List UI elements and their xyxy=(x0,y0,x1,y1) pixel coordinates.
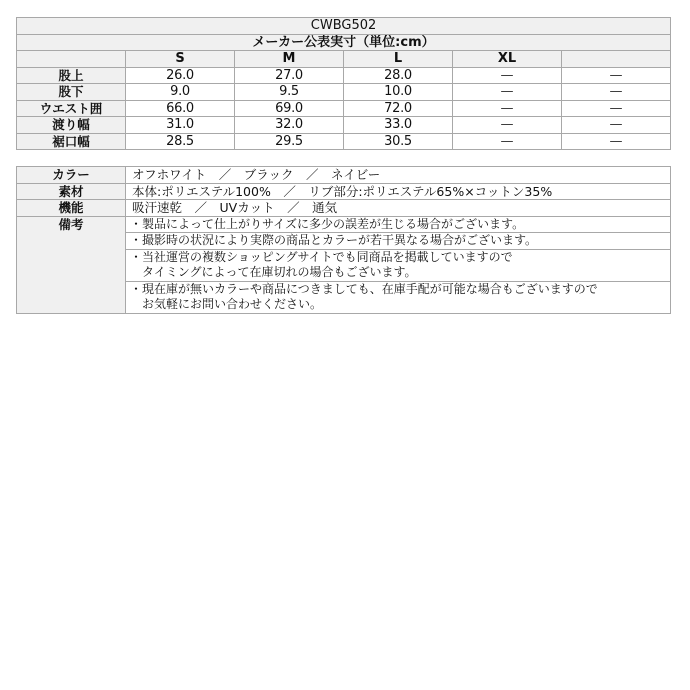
spec-label: 備考 xyxy=(17,216,126,313)
table-row xyxy=(17,100,671,117)
header-blank xyxy=(17,51,126,68)
note-item xyxy=(126,233,671,250)
row-label: 股上 xyxy=(17,67,126,84)
row-label: 股下 xyxy=(17,84,126,101)
spec-value: 吸汗速乾 ／ UVカット ／ 通気 xyxy=(126,200,671,217)
note-line: お気軽にお問い合わせください。 xyxy=(130,297,323,311)
cell-value: 69.0 xyxy=(235,100,344,117)
note-line: タイミングによって在庫切れの場合もございます。 xyxy=(130,265,417,279)
cell-value: 27.0 xyxy=(235,67,344,84)
cell-value: 66.0 xyxy=(126,100,235,117)
spec-label: 素材 xyxy=(17,183,126,200)
spec-row-color xyxy=(17,167,671,184)
cell-value: — xyxy=(453,84,562,101)
cell-value: — xyxy=(453,133,562,150)
note-item xyxy=(126,281,671,313)
size-header-m: M xyxy=(235,51,344,68)
cell-value: 30.5 xyxy=(344,133,453,150)
note-line: ・現在庫が無いカラーや商品につきましても、在庫手配が可能な場合もございますので xyxy=(130,282,598,296)
product-spec-table xyxy=(16,166,671,314)
cell-value: 32.0 xyxy=(235,117,344,134)
cell-value: 72.0 xyxy=(344,100,453,117)
size-header-xl: XL xyxy=(453,51,562,68)
spec-label: 機能 xyxy=(17,200,126,217)
note-item xyxy=(126,249,671,281)
cell-value: 33.0 xyxy=(344,117,453,134)
note-line: ・撮影時の状況により実際の商品とカラーが若干異なる場合がございます。 xyxy=(130,233,538,248)
measurement-subtitle: メーカー公表実寸（単位:cm） xyxy=(17,34,671,51)
cell-value: 28.5 xyxy=(126,133,235,150)
cell-value: — xyxy=(453,67,562,84)
size-header-blank xyxy=(562,51,671,68)
cell-value: 10.0 xyxy=(344,84,453,101)
table-row xyxy=(17,133,671,150)
row-label: 裾口幅 xyxy=(17,133,126,150)
cell-value: — xyxy=(562,84,671,101)
note-line: ・製品によって仕上がりサイズに多少の誤差が生じる場合がございます。 xyxy=(130,216,525,231)
cell-value: 31.0 xyxy=(126,117,235,134)
cell-value: 28.0 xyxy=(344,67,453,84)
cell-value: — xyxy=(562,67,671,84)
cell-value: 29.5 xyxy=(235,133,344,150)
table-row xyxy=(17,117,671,134)
spec-label: カラー xyxy=(17,167,126,184)
table-row xyxy=(17,84,671,101)
table-row xyxy=(17,67,671,84)
cell-value: — xyxy=(562,133,671,150)
spec-row-notes xyxy=(17,216,671,233)
cell-value: — xyxy=(453,100,562,117)
spec-row-function xyxy=(17,200,671,217)
cell-value: 26.0 xyxy=(126,67,235,84)
note-line: ・当社運営の複数ショッピングサイトでも同商品を掲載していますので xyxy=(130,250,513,264)
row-label: 渡り幅 xyxy=(17,117,126,134)
size-header-s: S xyxy=(126,51,235,68)
model-number: CWBG502 xyxy=(17,18,671,35)
spec-row-material xyxy=(17,183,671,200)
cell-value: — xyxy=(562,117,671,134)
size-header-row xyxy=(17,51,671,68)
size-chart-table xyxy=(16,17,671,150)
note-item xyxy=(126,216,671,233)
cell-value: 9.0 xyxy=(126,84,235,101)
cell-value: 9.5 xyxy=(235,84,344,101)
spec-value: 本体:ポリエステル100% ／ リブ部分:ポリエステル65%×コットン35% xyxy=(126,183,671,200)
cell-value: — xyxy=(453,117,562,134)
size-header-l: L xyxy=(344,51,453,68)
row-label: ウエスト囲 xyxy=(17,100,126,117)
spec-value: オフホワイト ／ ブラック ／ ネイビー xyxy=(126,167,671,184)
cell-value: — xyxy=(562,100,671,117)
